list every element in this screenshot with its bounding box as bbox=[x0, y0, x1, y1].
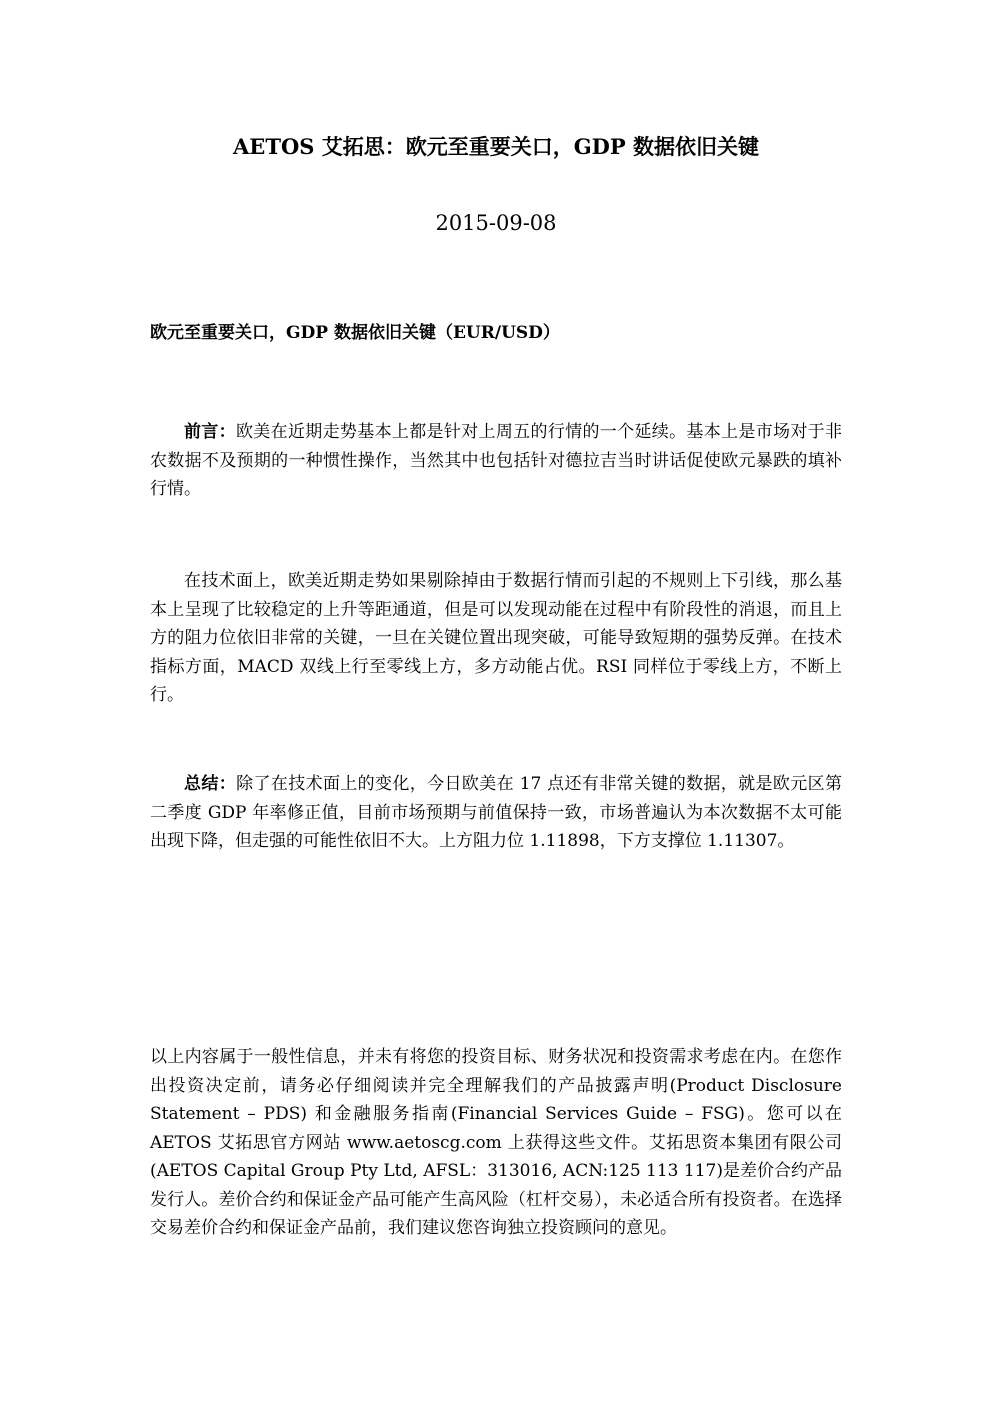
section-subtitle: 欧元至重要关口，GDP 数据依旧关键（EUR/USD） bbox=[150, 323, 560, 343]
publish-date: 2015-09-08 bbox=[435, 211, 557, 235]
summary-paragraph bbox=[150, 770, 842, 856]
intro-paragraph bbox=[150, 418, 842, 504]
document-title: AETOS 艾拓思：欧元至重要关口，GDP 数据依旧关键 bbox=[233, 134, 759, 159]
intro-text: 欧美在近期走势基本上都是针对上周五的行情的一个延续。基本上是市场对于非农数据不及预期的一种惯性操作，当然其中也包括针对德拉吉当时讲话促使欧元暴跌的填补行情。 bbox=[150, 422, 843, 499]
technical-text: 在技术面上，欧美近期走势如果剔除掉由于数据行情而引起的不规则上下引线，那么基本上呈现了比较稳定的上升等距通道，但是可以发现动能在过程中有阶段性的消退，而且上方的阻力位依旧非常的关键，一旦在关键位置出现突破，可能导致短期的强势反弹。在技术指标方面，MACD 双线上行至零线上方，多方动能占优。RSI 同样位于零线上方，不断上行。 bbox=[150, 571, 842, 705]
intro-lead-label: 前言： bbox=[184, 422, 236, 442]
technical-paragraph bbox=[150, 567, 842, 710]
summary-text: 除了在技术面上的变化，今日欧美在 17 点还有非常关键的数据，就是欧元区第二季度 GDP 年率修正值，目前市场预期与前值保持一致，市场普遍认为本次数据不太可能出现下降，但走强的可能性依旧不大。上方阻力位 1.11898，下方支撑位 1.11307。 bbox=[150, 774, 842, 851]
disclaimer-paragraph: 以上内容属于一般性信息，并未有将您的投资目标、财务状况和投资需求考虑在内。在您作出投资决定前，请务必仔细阅读并完全理解我们的产品披露声明(Product Disclosure Statement – PDS) 和金融服务指南(Financial Services Guide – FSG)。您可以在 AETOS 艾拓思官方网站 www.aetoscg.com 上获得这些文件。艾拓思资本集团有限公司(AETOS Capital Group Pty Ltd, AFSL：313016, ACN:125 113 117)是差价合约产品发行人。差价合约和保证金产品可能产生高风险（杠杆交易），未必适合所有投资者。在选择交易差价合约和保证金产品前，我们建议您咨询独立投资顾问的意见。 bbox=[150, 1047, 842, 1238]
summary-lead-label: 总结： bbox=[184, 774, 237, 794]
